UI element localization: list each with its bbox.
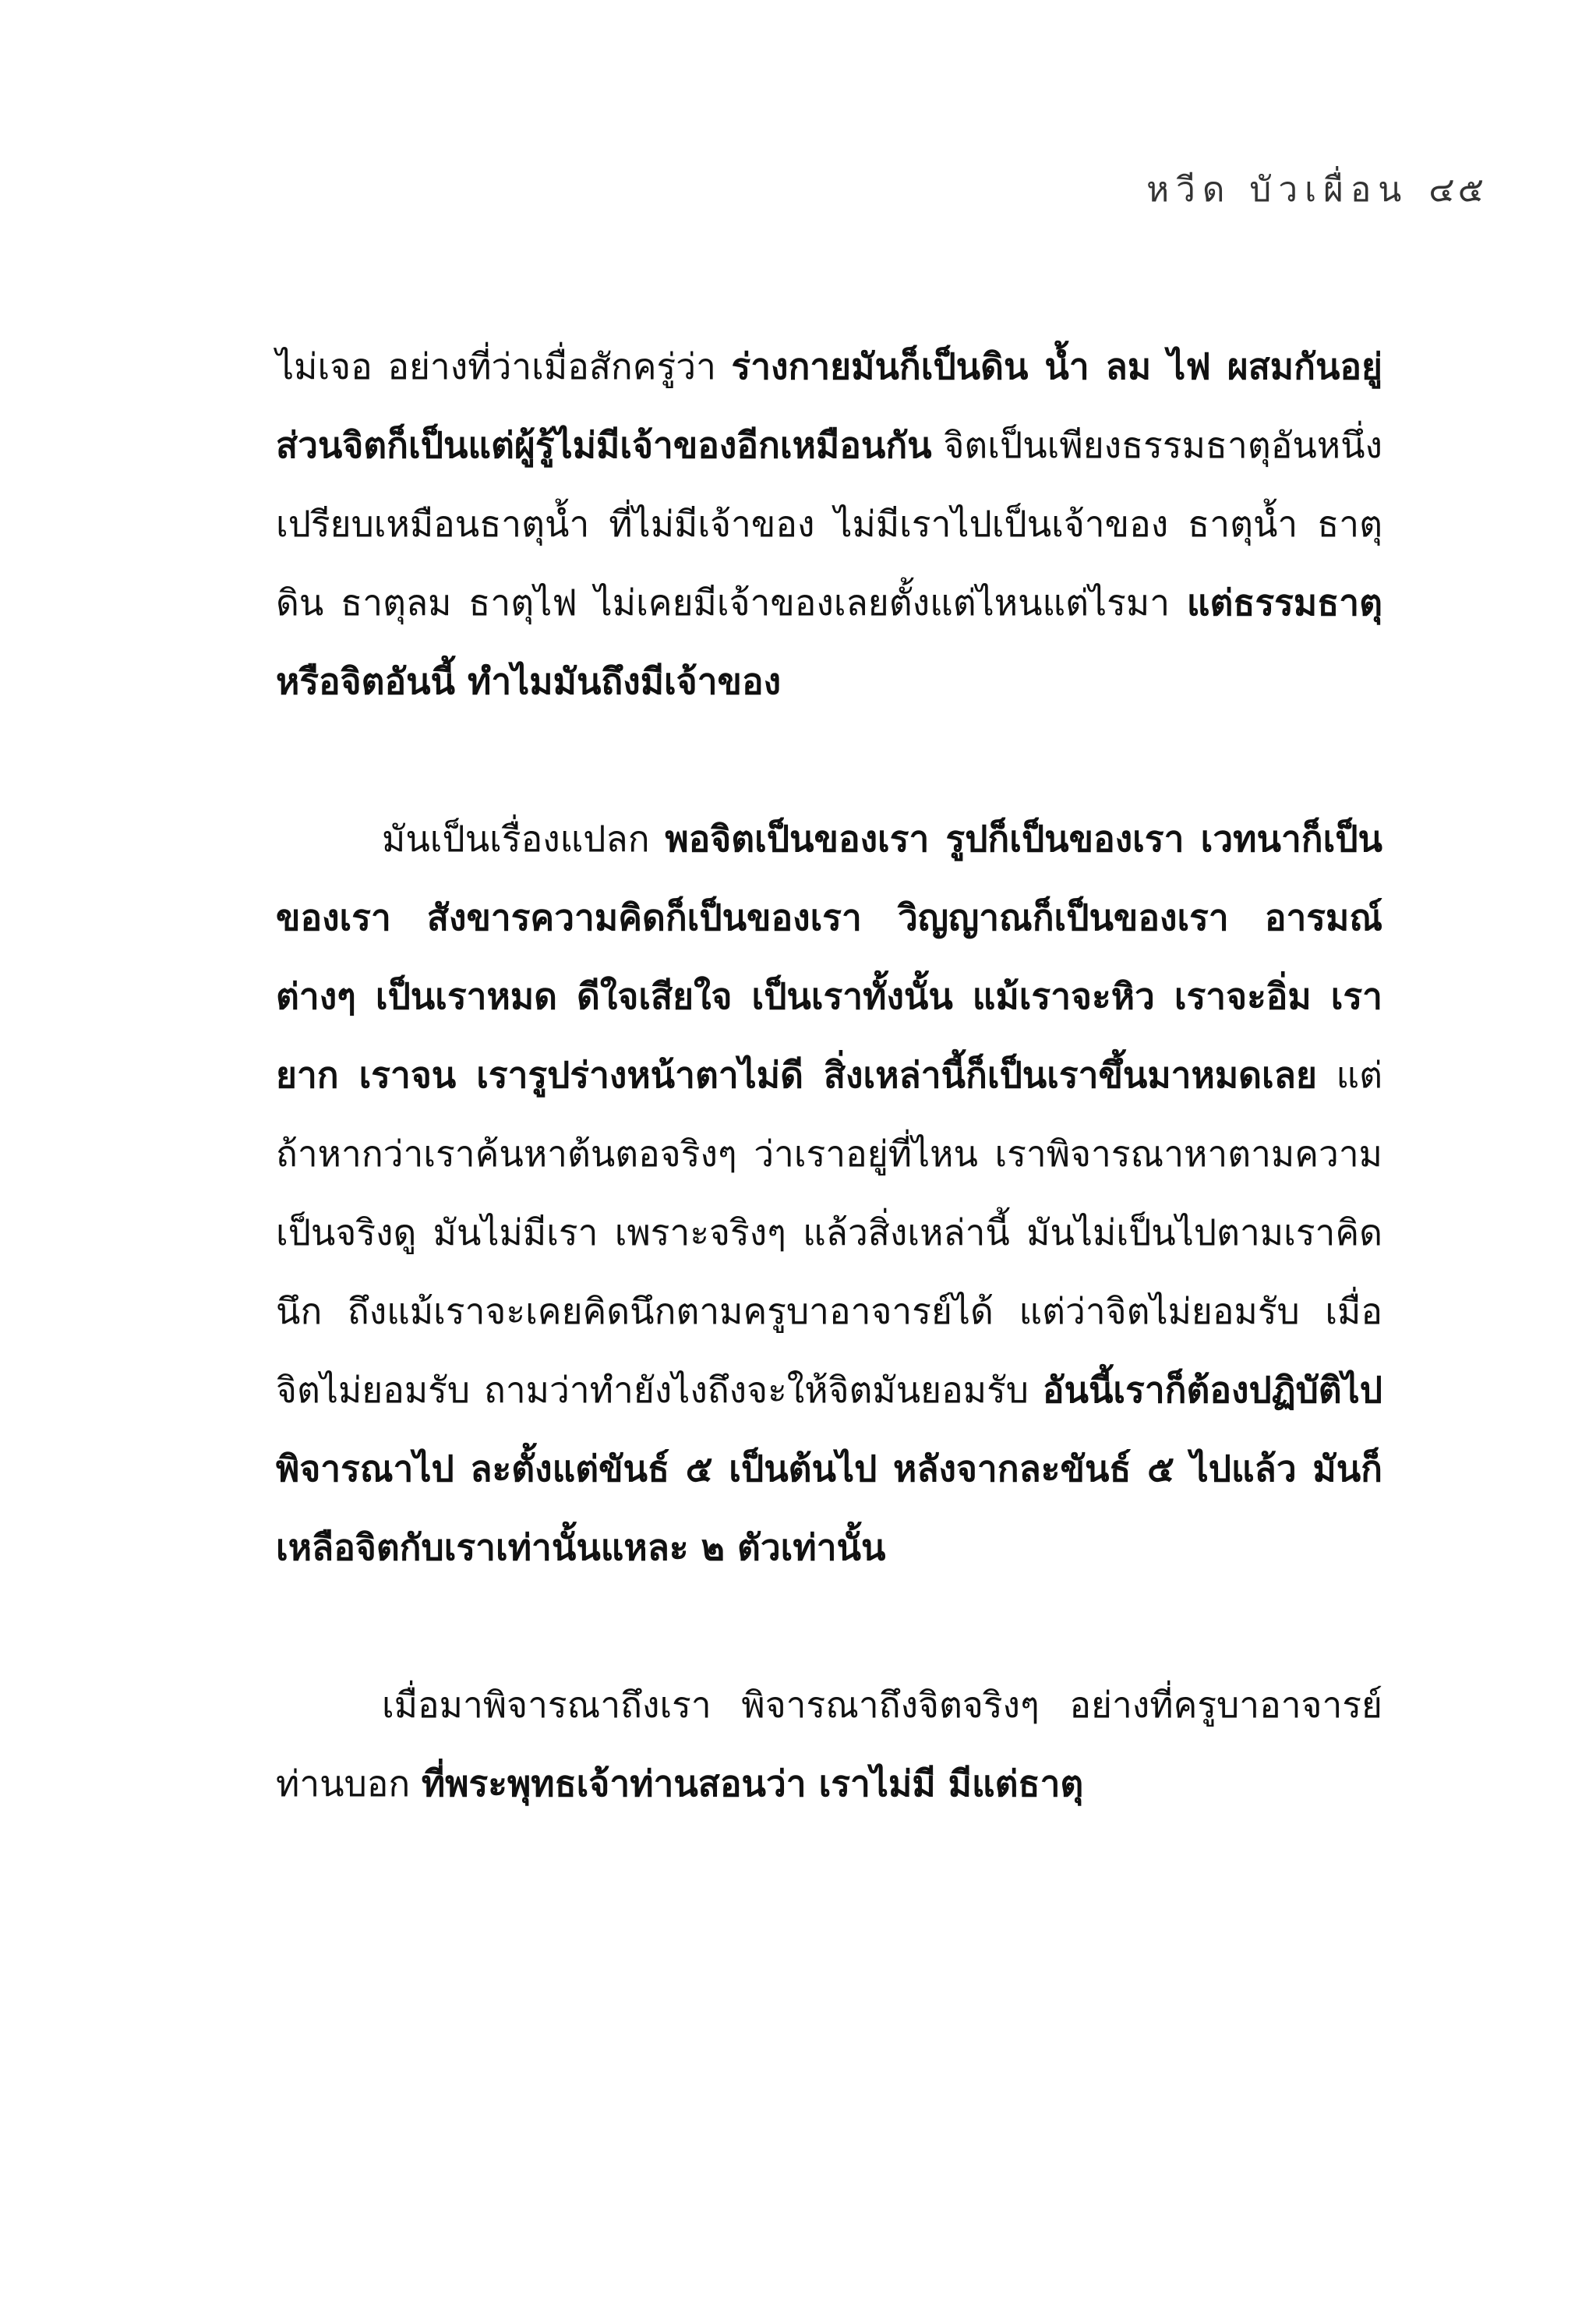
bold-text: อันนี้เราก็ต้องปฏิบัติไป พิจารณาไป ละตั้งแต่ขันธ์ ๕ เป็นต้นไป หลังจากละขันธ์ ๕ ไปแล้ว มันก็เหลือจิตกับเราเท่านั้นแหละ ๒ ตัวเท่านั้น (276, 1369, 1382, 1568)
bold-text: ที่พระพุทธเจ้าท่านสอนว่า เราไม่มี มีแต่ธาตุ (421, 1762, 1084, 1805)
header-author: หวีด บัวเผื่อน (1146, 170, 1409, 210)
bold-text: ร่างกายมันก็เป็นดิน น้ำ ลม ไฟ ผสมกันอยู่ ส่วนจิตก็เป็นแต่ผู้รู้ไม่มีเจ้าของอีกเหมือนกัน (276, 345, 1382, 466)
bold-text: แต่ธรรมธาตุหรือจิตอันนี้ ทำไมมันถึงมีเจ้าของ (276, 582, 1382, 702)
page-number: ๔๕ (1428, 170, 1487, 210)
running-header (1146, 162, 1487, 217)
text: เมื่อมาพิจารณาถึงเรา พิจารณาถึงจิตจริงๆ อย่างที่ครูบาอาจารย์ท่านบอก (276, 1684, 1382, 1805)
paragraph (276, 1666, 1382, 1823)
bold-text: พอจิตเป็นของเรา รูปก็เป็นของเรา เวทนาก็เป็นของเรา สังขารความคิดก็เป็นของเรา วิญญาณก็เป็นของเรา อารมณ์ต่างๆ เป็นเราหมด ดีใจเสียใจ เป็นเราทั้งนั้น แม้เราจะหิว เราจะอิ่ม เรายาก เราจน เรารูปร่างหน้าตาไม่ดี สิ่งเหล่านี้ก็เป็นเราขึ้นมาหมดเลย (276, 818, 1382, 1096)
text: มันเป็นเรื่องแปลก (382, 818, 666, 860)
text: ไม่เจอ อย่างที่ว่าเมื่อสักครู่ว่า (276, 345, 732, 387)
paragraph (276, 800, 1382, 1587)
text: แต่ถ้าหากว่าเราค้นหาต้นตอจริงๆ ว่าเราอยู่ที่ไหน เราพิจารณาหาตามความเป็นจริงดู มันไม่มีเรา เพราะจริงๆ แล้วสิ่งเหล่านี้ มันไม่เป็นไปตามเราคิดนึก ถึงแม้เราจะเคยคิดนึกตามครูบาอาจารย์ได้ แต่ว่าจิตไม่ยอมรับ เมื่อจิตไม่ยอมรับ ถามว่าทำยังไงถึงจะให้จิตมันยอมรับ (276, 1054, 1382, 1411)
body-text (276, 327, 1382, 1823)
paragraph (276, 327, 1382, 721)
text: จิตเป็นเพียงธรรมธาตุอันหนึ่ง เปรียบเหมือนธาตุน้ำ ที่ไม่มีเจ้าของ ไม่มีเราไปเป็นเจ้าของ ธาตุน้ำ ธาตุดิน ธาตุลม ธาตุไฟ ไม่เคยมีเจ้าของเลยตั้งแต่ไหนแต่ไรมา (276, 424, 1382, 624)
